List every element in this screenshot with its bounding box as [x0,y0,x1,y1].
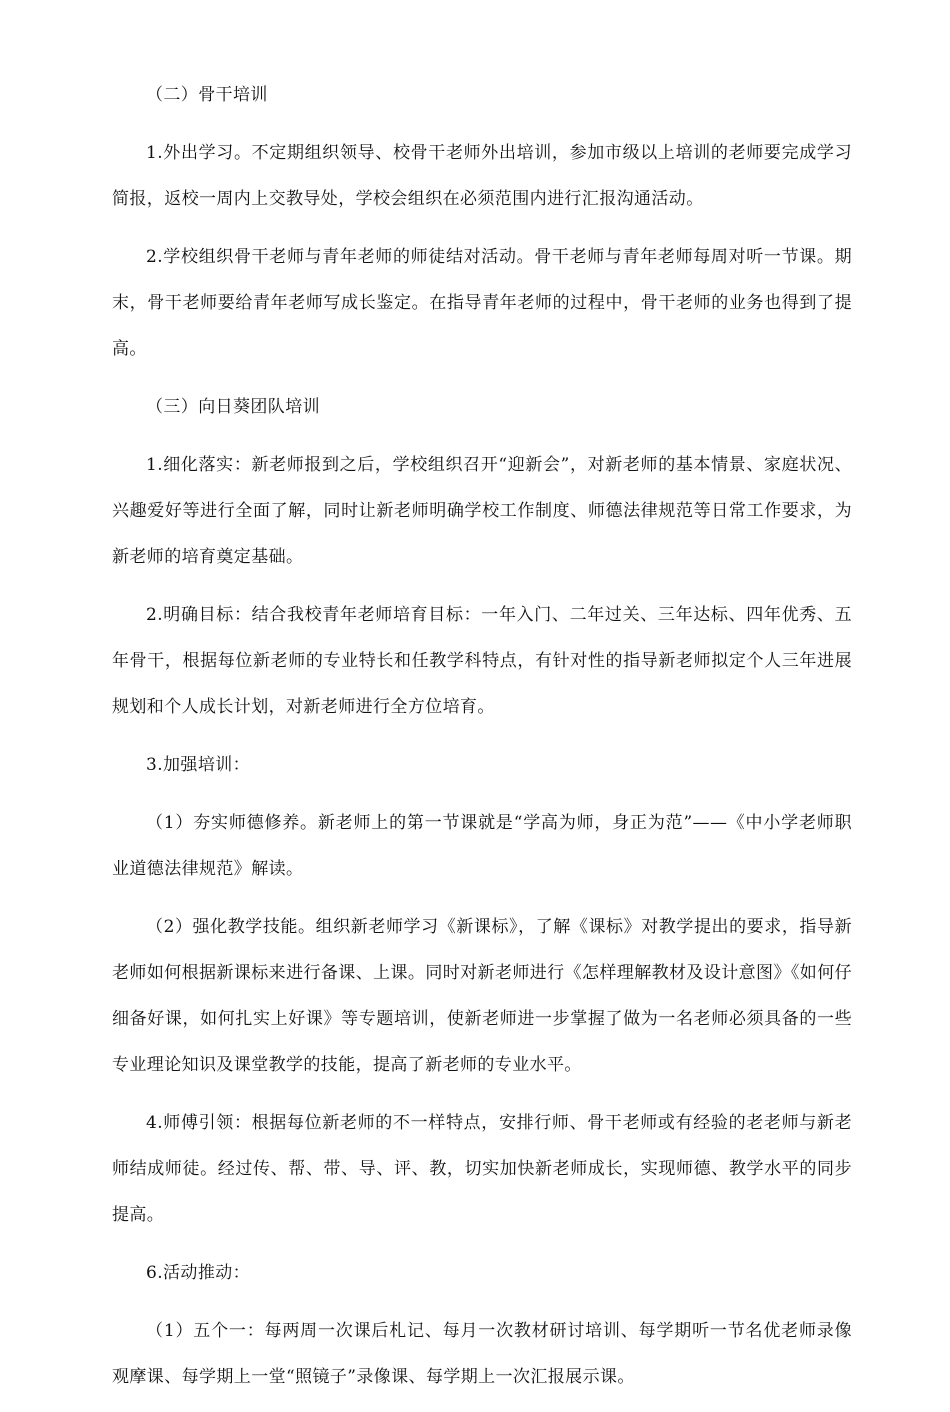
paragraph-mentoring-pairs: 2.学校组织骨干老师与青年老师的师徒结对活动。骨干老师与青年老师每周对听一节课。期末，骨干老师要给青年老师写成长鉴定。在指导青年老师的过程中，骨干老师的业务也得到了提高。 [112,247,852,359]
paragraph-five-ones: （1）五个一：每两周一次课后札记、每月一次教材研讨培训、每学期听一节名优老师录像观摩课、每学期上一堂“照镜子”录像课、每学期上一次汇报展示课。 [112,1321,852,1387]
paragraph-external-study: 1.外出学习。不定期组织领导、校骨干老师外出培训，参加市级以上培训的老师要完成学习简报，返校一周内上交教导处，学校会组织在必须范围内进行汇报沟通活动。 [112,143,852,209]
paragraph-strengthen-training: 3.加强培训： [146,755,251,775]
paragraph-teaching-skills: （2）强化教学技能。组织新老师学习《新课标》，了解《课标》对教学提出的要求，指导新老师如何根据新课标来进行备课、上课。同时对新老师进行《怎样理解教材及设计意图》《如何仔细备好课，如何扎实上好课》等专题培训，使新老师进一步掌握了做为一名老师必须具备的一些专业理论知识及课堂教学的技能，提高了新老师的专业水平。 [112,917,852,1075]
paragraph-ethics: （1）夯实师德修养。新老师上的第一节课就是“学高为师，身正为范”——《中小学老师职业道德法律规范》解读。 [112,813,852,879]
paragraph-master-guidance: 4.师傅引领：根据每位新老师的不一样特点，安排行师、骨干老师或有经验的老老师与新老师结成师徒。经过传、帮、带、导、评、教，切实加快新老师成长，实现师德、教学水平的同步提高。 [112,1113,852,1225]
paragraph-refine-implementation: 1.细化落实：新老师报到之后，学校组织召开“迎新会”，对新老师的基本情景、家庭状况、兴趣爱好等进行全面了解，同时让新老师明确学校工作制度、师德法律规范等日常工作要求，为新老师的培育奠定基础。 [112,455,852,567]
paragraph-activity-promotion: 6.活动推动： [146,1263,251,1283]
document-page [112,72,852,1412]
section-heading-backbone-training: （二）骨干培训 [146,85,268,105]
section-heading-sunflower-team: （三）向日葵团队培训 [146,397,320,417]
paragraph-clear-goals: 2.明确目标：结合我校青年老师培育目标：一年入门、二年过关、三年达标、四年优秀、五年骨干，根据每位新老师的专业特长和任教学科特点，有针对性的指导新老师拟定个人三年进展规划和个人成长计划，对新老师进行全方位培育。 [112,605,852,717]
